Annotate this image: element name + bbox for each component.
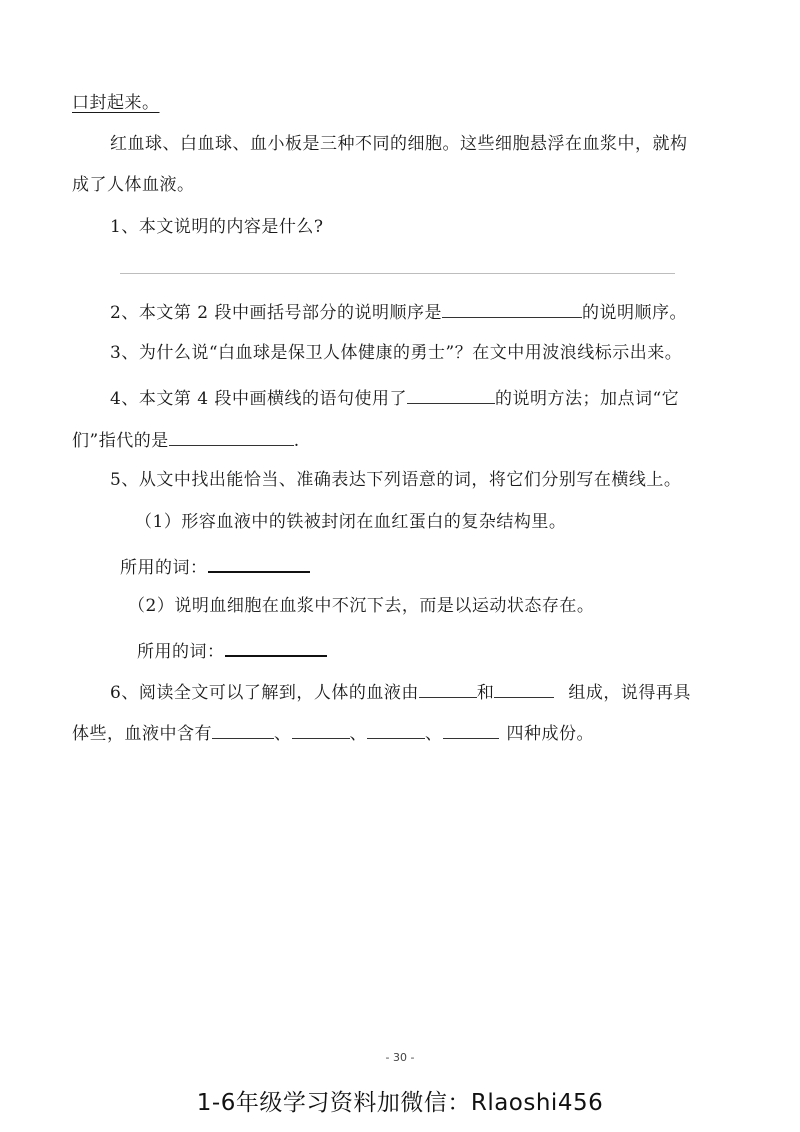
question-6-line-1: [110, 679, 691, 704]
question-6-text-end-line-2: 四种成份。: [506, 724, 594, 744]
question-5-item-2-answer: [137, 637, 327, 663]
question-4-line-2-text: 们”指代的是: [72, 431, 169, 451]
paragraph-continuation: [72, 92, 160, 114]
answer-blank-q4-pronoun[interactable]: [169, 427, 294, 446]
paragraph-blood-line-1: 红血球、白血球、血小板是三种不同的细胞。这些细胞悬浮在血浆中，就构: [110, 134, 688, 154]
question-6-line-2: [72, 720, 594, 745]
question-4-line-2: [72, 427, 300, 452]
question-2-text-start: 2、本文第 2 段中画括号部分的说明顺序是: [110, 303, 442, 323]
answer-blank-q2[interactable]: [442, 299, 582, 318]
question-5-item-1-answer: [120, 553, 310, 579]
question-6-text-end: 组成，说得再具: [568, 683, 691, 703]
answer-label-q5-1: 所用的词：: [120, 558, 208, 578]
answer-blank-q6-part-1[interactable]: [419, 679, 477, 698]
question-5-item-1: （1）形容血液中的铁被封闭在血红蛋白的复杂结构里。: [135, 512, 567, 532]
answer-blank-q6-component-4[interactable]: [443, 720, 499, 739]
footer-watermark-text: 1-6年级学习资料加微信：Rlaoshi456: [196, 1090, 604, 1116]
question-6-text-start: 6、阅读全文可以了解到，人体的血液由: [110, 683, 419, 703]
page-number: - 30 -: [385, 1051, 415, 1064]
separator-2: 、: [349, 724, 367, 744]
question-4-period: .: [293, 431, 300, 451]
answer-blank-q6-component-3[interactable]: [367, 720, 425, 739]
question-4-text-start: 4、本文第 4 段中画横线的语句使用了: [110, 389, 407, 409]
question-4-line-1: [110, 385, 679, 410]
answer-blank-q5-1[interactable]: [208, 553, 310, 573]
answer-blank-q4-method[interactable]: [407, 385, 495, 404]
question-6-and: 和: [476, 683, 495, 703]
separator-1: 、: [274, 724, 292, 744]
question-5-item-2: （2）说明血细胞在血浆中不沉下去，而是以运动状态存在。: [128, 596, 595, 616]
answer-label-q5-2: 所用的词：: [137, 642, 225, 662]
question-6-line-2-text: 体些，血液中含有: [72, 724, 212, 744]
answer-line-q1[interactable]: [120, 273, 675, 274]
question-2-text-end: 的说明顺序。: [581, 303, 687, 323]
separator-3: 、: [425, 724, 443, 744]
question-1: 1、本文说明的内容是什么?: [110, 217, 324, 237]
answer-blank-q6-part-2[interactable]: [494, 679, 554, 698]
answer-blank-q6-component-2[interactable]: [292, 720, 350, 739]
question-3: 3、为什么说“白血球是保卫人体健康的勇士”？在文中用波浪线标示出来。: [110, 343, 683, 363]
question-5: 5、从文中找出能恰当、准确表达下列语意的词，将它们分别写在横线上。: [110, 470, 682, 490]
answer-blank-q6-component-1[interactable]: [212, 720, 274, 739]
underlined-sentence-end: 口封起来。: [72, 93, 160, 113]
answer-blank-q5-2[interactable]: [225, 637, 327, 657]
question-4-text-end: 的说明方法；加点词“它: [494, 389, 680, 409]
paragraph-blood-line-2: 成了人体血液。: [72, 175, 195, 195]
question-2: [110, 299, 687, 324]
